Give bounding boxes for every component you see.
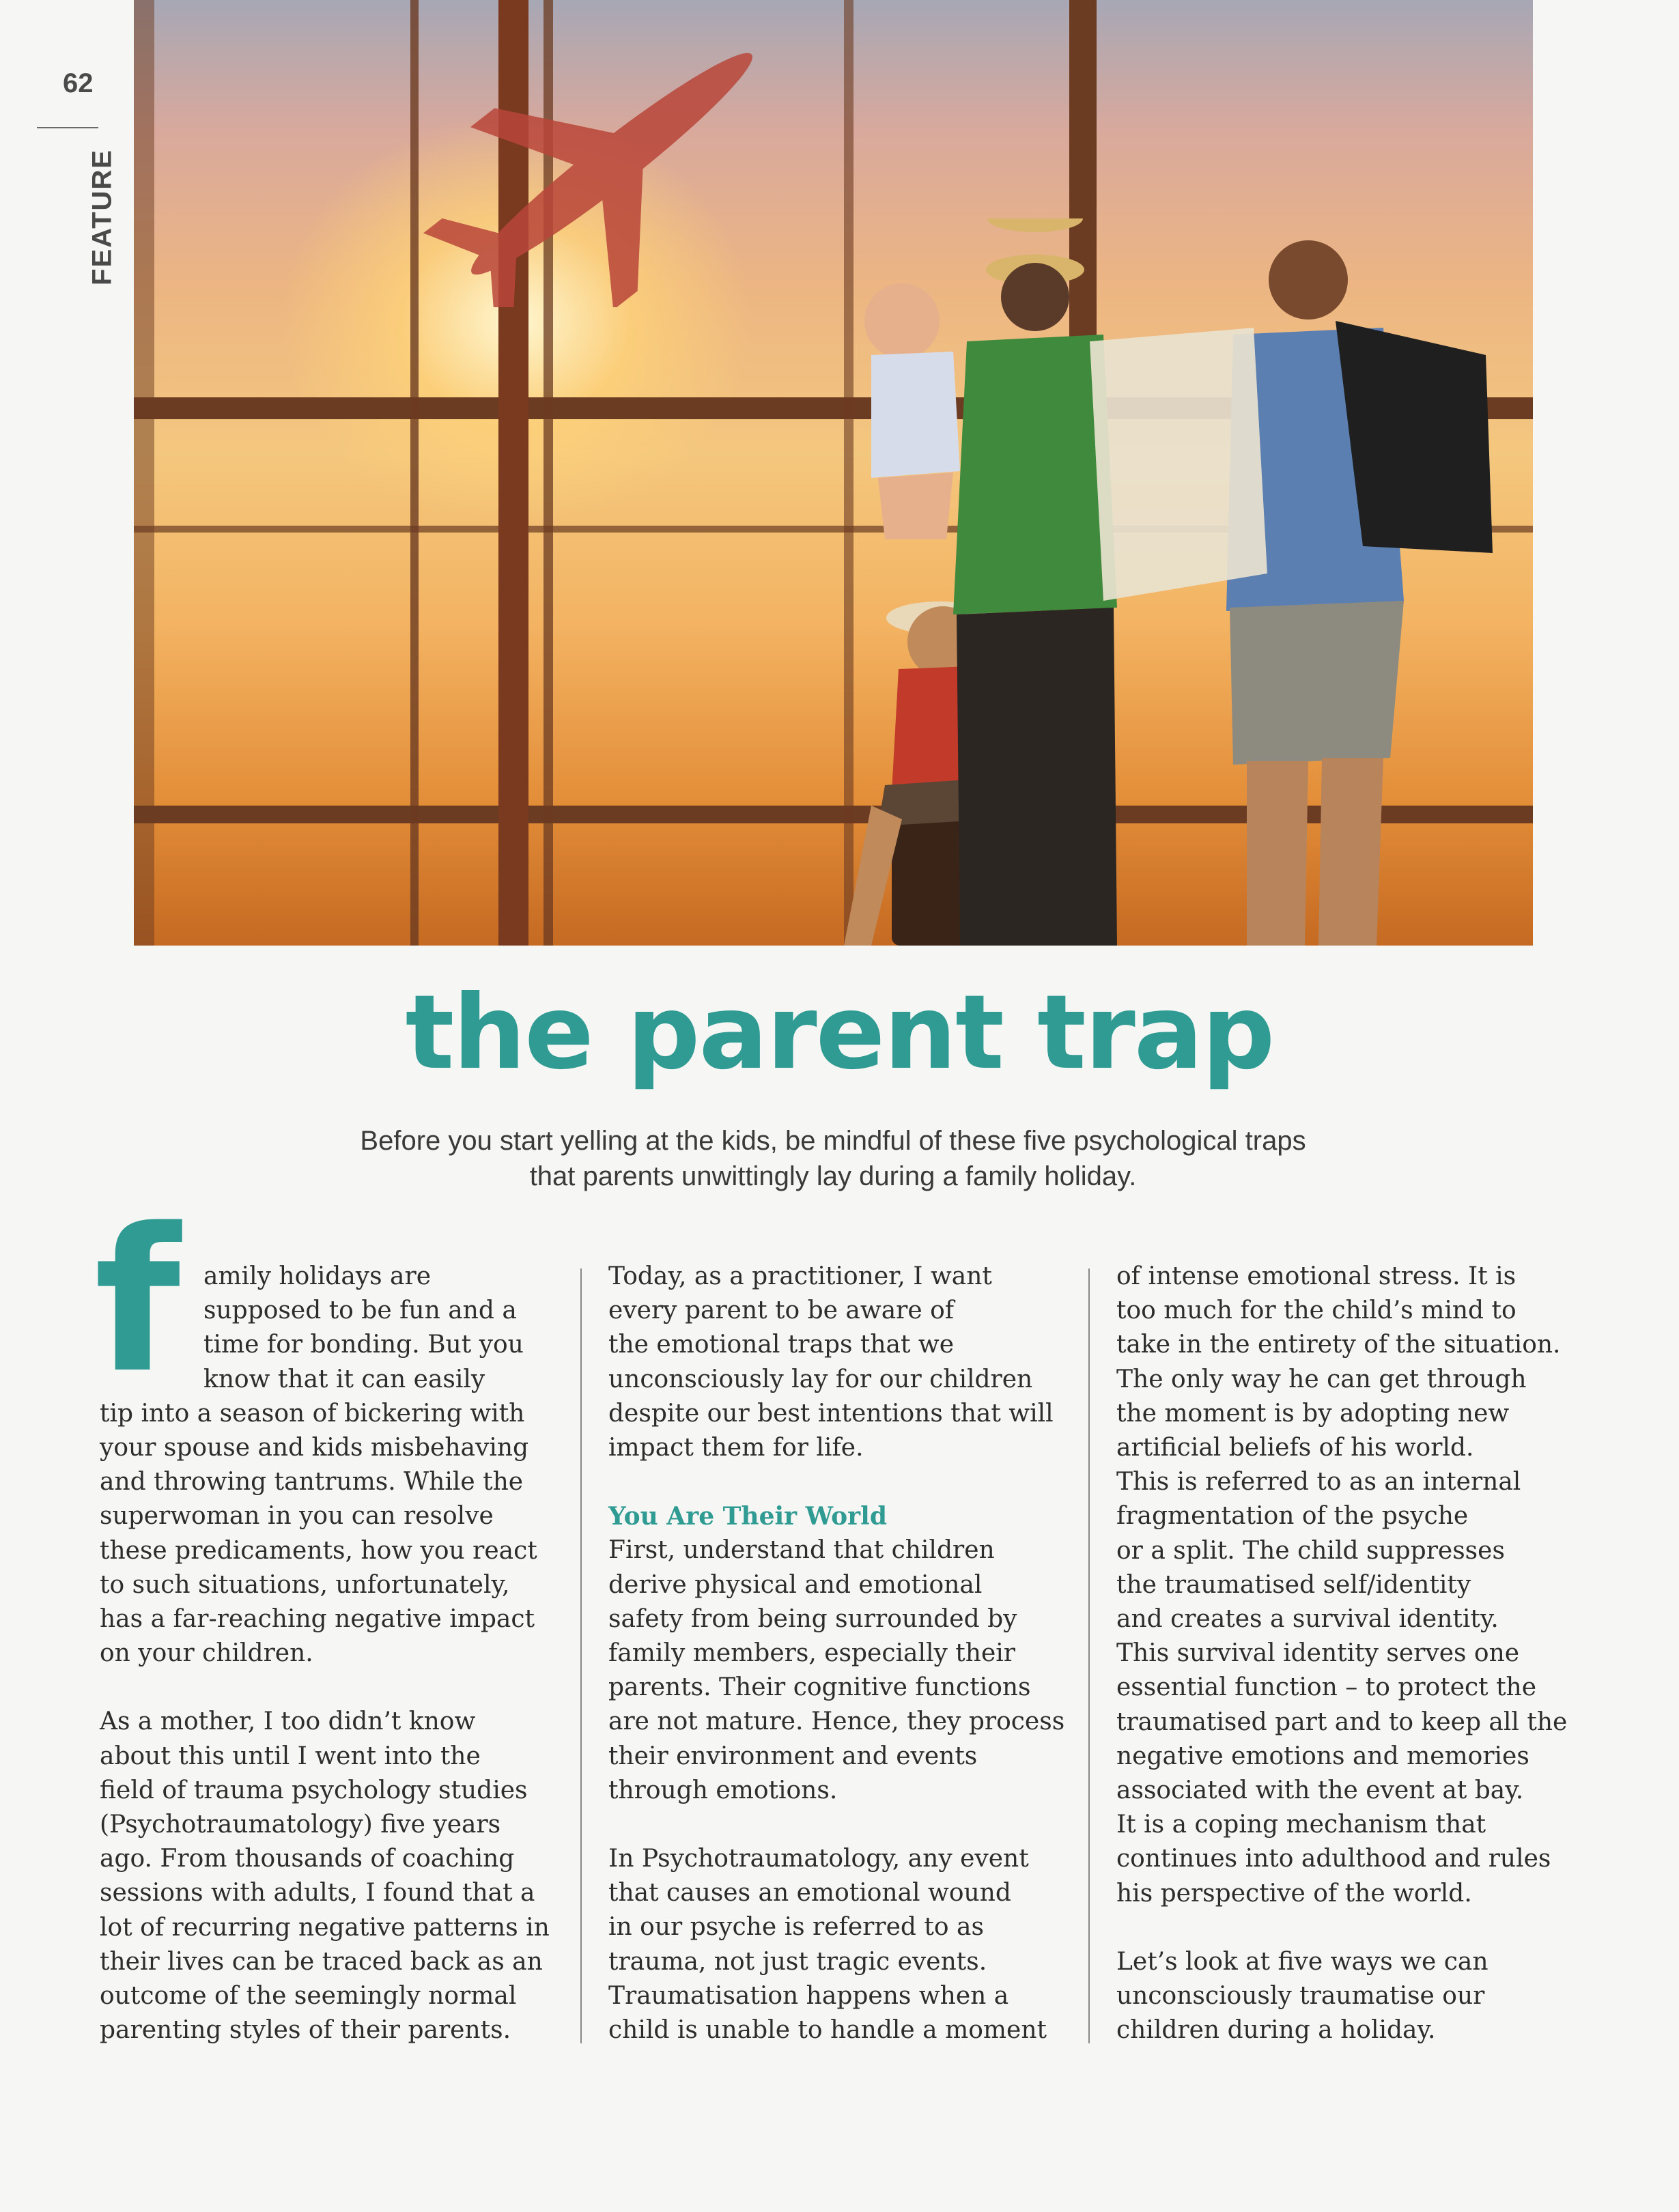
text-line: field of trauma psychology studies [100, 1776, 528, 1804]
article-column-1 [100, 1260, 557, 2047]
text-line: As a mother, I too didn’t know [100, 1707, 476, 1736]
text-line: parents. Their cognitive functions [608, 1673, 1031, 1702]
text-line: your spouse and kids misbehaving [100, 1434, 529, 1462]
text-line: This survival identity serves one [1116, 1639, 1520, 1668]
text-line: Traumatisation happens when a [608, 1981, 1009, 2010]
text-line: time for bonding. But you [203, 1331, 524, 1359]
text-line: (Psychotraumatology) five years [100, 1811, 501, 1839]
page-number: 62 [63, 68, 94, 98]
text-line: about this until I went into the [100, 1742, 481, 1770]
text-line: his perspective of the world. [1116, 1879, 1472, 1908]
text-line: fragmentation of the psyche [1116, 1502, 1469, 1531]
hero-photo [134, 0, 1533, 946]
text-line: parenting styles of their parents. [100, 2016, 511, 2045]
text-line: This is referred to as an internal [1116, 1468, 1521, 1497]
window-frame [134, 0, 154, 946]
text-line: child is unable to handle a moment [608, 2016, 1047, 2045]
text-line: the emotional traps that we [608, 1331, 955, 1359]
text-line: continues into adulthood and rules [1116, 1845, 1551, 1873]
text-line: the traumatised self/identity [1116, 1570, 1471, 1599]
text-line: despite our best intentions that will [608, 1399, 1054, 1428]
section-label: FEATURE [87, 149, 117, 285]
text-line: know that it can easily [203, 1365, 485, 1393]
text-line: In Psychotraumatology, any event [608, 1845, 1029, 1873]
paragraph [608, 1499, 1066, 1808]
text-line: tip into a season of bickering with [100, 1399, 525, 1428]
text-line: these predicaments, how you react [100, 1536, 537, 1565]
text-line: has a far-reaching negative impact [100, 1605, 535, 1634]
subtitle-line: Before you start yelling at the kids, be mindful of these five psychological traps [360, 1126, 1306, 1156]
text-line: to such situations, unfortunately, [100, 1570, 510, 1599]
text-line: supposed to be fun and a [203, 1296, 517, 1325]
paragraph [608, 1260, 1066, 1465]
text-line: superwoman in you can resolve [100, 1502, 494, 1531]
section-subhead: You Are Their World [608, 1502, 887, 1531]
text-line: First, understand that children [608, 1536, 995, 1565]
text-line: through emotions. [608, 1776, 838, 1804]
text-line: Let’s look at five ways we can [1116, 1947, 1488, 1976]
text-line: lot of recurring negative patterns in [100, 1913, 550, 1942]
paragraph [608, 1842, 1066, 2047]
text-line: trauma, not just tragic events. [608, 1947, 987, 1976]
text-line: their lives can be traced back as an [100, 1947, 543, 1976]
text-line: It is a coping mechanism that [1116, 1811, 1486, 1839]
text-line: take in the entirety of the situation. [1116, 1331, 1561, 1359]
text-line: traumatised part and to keep all the [1116, 1707, 1568, 1736]
text-line: on your children. [100, 1639, 313, 1668]
article-column-3 [1116, 1260, 1574, 2047]
article-column-2 [608, 1260, 1066, 2047]
text-line: unconsciously lay for our children [608, 1365, 1033, 1393]
text-line: their environment and events [608, 1742, 978, 1770]
text-line: associated with the event at bay. [1116, 1776, 1524, 1805]
text-line: and throwing tantrums. While the [100, 1468, 524, 1497]
subtitle-line: that parents unwittingly lay during a family holiday. [529, 1161, 1137, 1191]
text-line: derive physical and emotional [608, 1570, 983, 1599]
text-line: family members, especially their [608, 1639, 1015, 1668]
paragraph [100, 1705, 557, 2047]
text-line: of intense emotional stress. It is [1116, 1262, 1516, 1290]
map [1090, 328, 1267, 601]
text-line: or a split. The child suppresses [1116, 1536, 1505, 1565]
paragraph [100, 1260, 557, 1671]
column-divider [1088, 1268, 1090, 2043]
drop-cap: f [94, 1187, 181, 1417]
text-line: and creates a survival identity. [1116, 1605, 1499, 1634]
text-line: unconsciously traumatise our [1116, 1982, 1485, 2011]
text-line: ago. From thousands of coaching [100, 1845, 515, 1873]
paragraph [1116, 1945, 1574, 2048]
text-line: are not mature. Hence, they process [608, 1707, 1065, 1736]
text-line: the moment is by adopting new [1116, 1399, 1510, 1428]
paragraph [1116, 1260, 1574, 1911]
text-line: artificial beliefs of his world. [1116, 1434, 1474, 1462]
column-divider [580, 1268, 582, 2043]
text-line: impact them for life. [608, 1434, 864, 1462]
text-line: amily holidays are [203, 1262, 432, 1290]
text-line: essential function – to protect the [1116, 1673, 1537, 1702]
text-line: negative emotions and memories [1116, 1742, 1529, 1770]
text-line: outcome of the seemingly normal [100, 1982, 517, 2011]
text-line: that causes an emotional wound [608, 1879, 1011, 1908]
text-line: every parent to be aware of [608, 1296, 955, 1325]
margin-divider [37, 127, 98, 128]
article-title: the parent trap [405, 974, 1274, 1092]
text-line: Today, as a practitioner, I want [608, 1262, 992, 1290]
text-line: safety from being surrounded by [608, 1604, 1017, 1633]
text-line: The only way he can get through [1116, 1365, 1527, 1393]
text-line: children during a holiday. [1116, 2016, 1436, 2045]
article-subtitle [225, 1123, 1441, 1194]
text-line: in our psyche is referred to as [608, 1913, 984, 1942]
family-silhouette [666, 218, 1533, 946]
text-line: sessions with adults, I found that a [100, 1879, 535, 1908]
text-line: too much for the child’s mind to [1116, 1296, 1516, 1325]
